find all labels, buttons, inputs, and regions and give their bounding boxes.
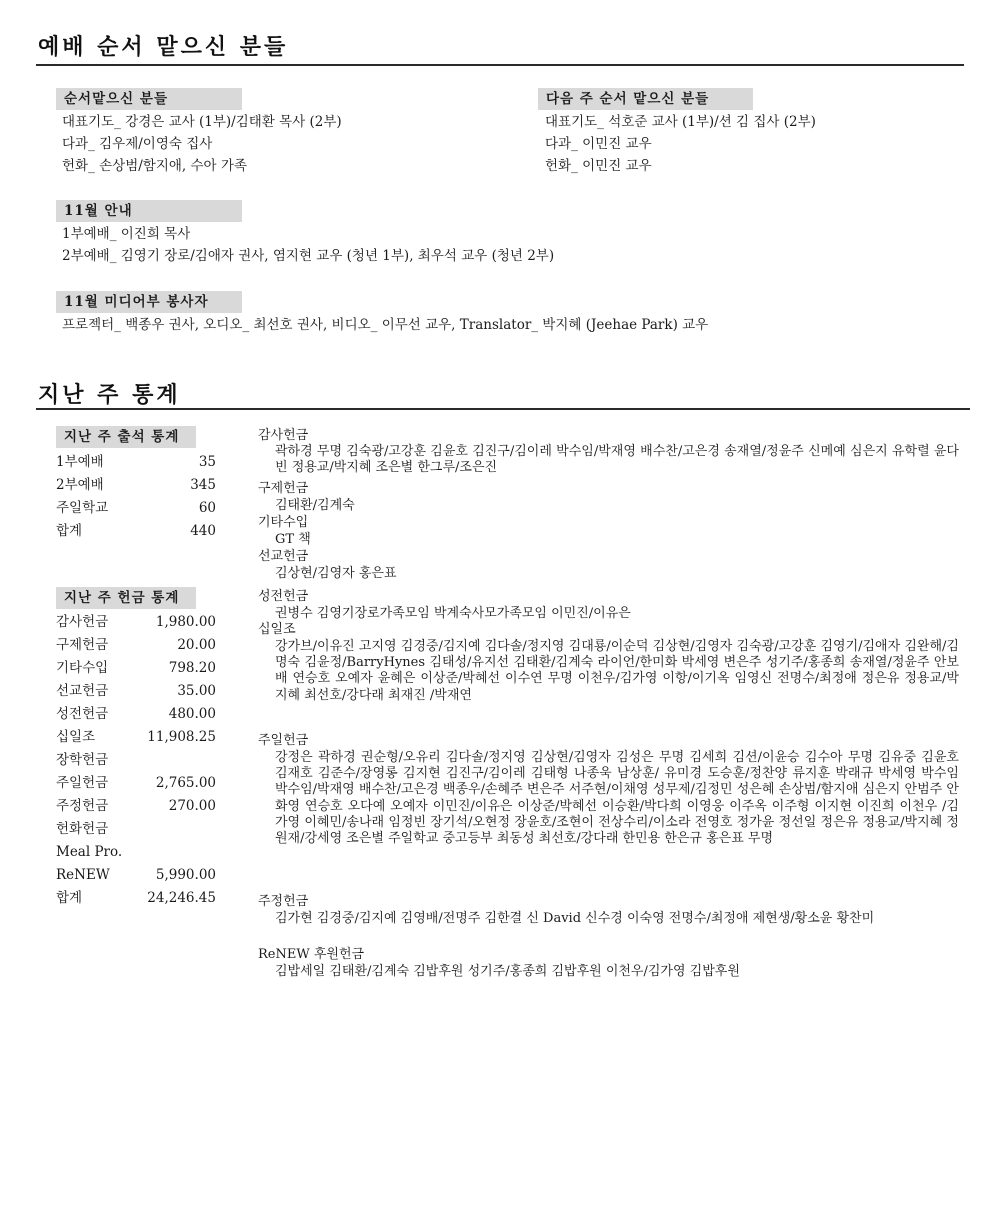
- offerers-renew-names: 김밥세일 김태환/김계숙 김밥후원 성기주/홍종희 김밥후원 이천우/김가영 김밥후원: [275, 964, 740, 979]
- november-service-1: 1부예배_ 이진희 목사: [62, 226, 191, 242]
- heading-this-week: 순서맡으신 분들: [56, 88, 242, 110]
- offerers-other-names: GT 책: [275, 532, 311, 547]
- heading-next-week: 다음 주 순서 맡으신 분들: [538, 88, 753, 110]
- offerers-thanks-names: 곽하경 무명 김숙광/고강훈 김윤호 김진구/김이레 박수임/박재영 배수찬/고은경 송재열/정윤주 신메예 심은지 유학렬 윤다빈 정용교/박지혜 조은별 한그루/조은진: [275, 444, 959, 476]
- heading-offering: 지난 주 헌금 통계: [56, 587, 196, 609]
- offerers-thanks-label: 감사헌금: [258, 428, 309, 443]
- offerers-sunday-label: 주일헌금: [258, 733, 309, 748]
- heading-november: 11월 안내: [56, 200, 242, 222]
- section-title-stats: 지난 주 통계: [38, 382, 181, 408]
- heading-media: 11월 미디어부 봉사자: [56, 291, 242, 313]
- offerers-mission-label: 선교헌금: [258, 549, 309, 564]
- media-volunteers: 프로젝터_ 백종우 권사, 오디오_ 최선호 권사, 비디오_ 이무선 교우, Translator_ 박지혜 (Jeehae Park) 교우: [62, 317, 709, 333]
- offerers-relief-label: 구제헌금: [258, 481, 309, 496]
- this-week-flowers: 헌화_ 손상범/함지애, 수아 가족: [62, 158, 247, 174]
- offerers-tithe-names: 강가브/이유진 고지영 김경중/김지예 김다솔/정지영 김대룡/이순덕 김상현/김영자 김숙광/고강훈 김영기/김애자 김완해/김명숙 김윤정/BarryHynes 김태성/유지선 김태환/김계숙 라이언/한미화 박세영 변은주 성기주/홍종희 송재열/정윤주 안보배 연승호 오예자 윤혜은 이상준/박혜선 이수연 무명 이천우/김가영 이항/이기옥 임영신 전명수/최정애 정은유 정용교/박지혜 최선호/강다래 최재진 /박재연: [275, 639, 959, 703]
- section-divider: [36, 64, 964, 66]
- next-week-refreshments: 다과_ 이민진 교우: [545, 136, 652, 152]
- this-week-prayer: 대표기도_ 강경은 교사 (1부)/김태환 목사 (2부): [62, 114, 342, 130]
- offerers-building-names: 권병수 김영기장로가족모임 박계숙사모가족모임 이민진/이유은: [275, 606, 631, 621]
- november-service-2: 2부예배_ 김영기 장로/김애자 권사, 염지현 교우 (청년 1부), 최우석 교우 (청년 2부): [62, 248, 555, 264]
- next-week-prayer: 대표기도_ 석호준 교사 (1부)/션 김 집사 (2부): [545, 114, 816, 130]
- offerers-relief-names: 김태환/김계숙: [275, 498, 355, 513]
- offerers-mission-names: 김상현/김영자 홍은표: [275, 566, 397, 581]
- offerers-other-label: 기타수입: [258, 515, 309, 530]
- offerers-building-label: 성전헌금: [258, 589, 309, 604]
- offerers-tithe-label: 십일조: [258, 622, 296, 637]
- this-week-refreshments: 다과_ 김우제/이영숙 집사: [62, 136, 213, 152]
- offerers-weekly-names: 김가현 김경중/김지예 김영배/전명주 김한결 신 David 신수경 이숙영 전명수/최정애 제현생/황소윤 황찬미: [275, 911, 875, 926]
- offerers-sunday-names: 강정은 곽하경 권순형/오유리 김다솔/정지영 김상현/김영자 김성은 무명 김세희 김션/이윤승 김수아 무명 김유중 김윤호 김재호 김준수/장영롱 김지현 김진구/김이레 김태형 나종욱 남상훈/ 유미경 도승훈/정찬양 류지훈 박래규 박세영 박수임 박수임/박재영 배수찬/고은경 백종우/손혜주 변은주 서주현/이채영 성무제/김정민 성은혜 손상범/함지애 심은지 안범주 안화영 연승호 오다예 오예자 이민진/이유은 이상준/박혜선 이승환/박다희 이영웅 이주옥 이주형 이지현 이진희 이천우 /김가영 이혜민/송나래 임정빈 장기석/오현정 장윤호/조현이 전상수리/이소라 전영호 정가윤 정선일 정은유 정용교/박지혜 정원재/강세영 조은별 주일학교 중고등부 최동성 최선호/강다래 한민용 한은규 홍은표 무명: [275, 750, 959, 847]
- offerers-renew-label: ReNEW 후원헌금: [258, 947, 365, 962]
- heading-attendance: 지난 주 출석 통계: [56, 426, 196, 448]
- section-title-roles: 예배 순서 맡으신 분들: [38, 34, 289, 60]
- section-divider: [36, 408, 970, 410]
- offerers-weekly-label: 주정헌금: [258, 894, 309, 909]
- next-week-flowers: 헌화_ 이민진 교우: [545, 158, 652, 174]
